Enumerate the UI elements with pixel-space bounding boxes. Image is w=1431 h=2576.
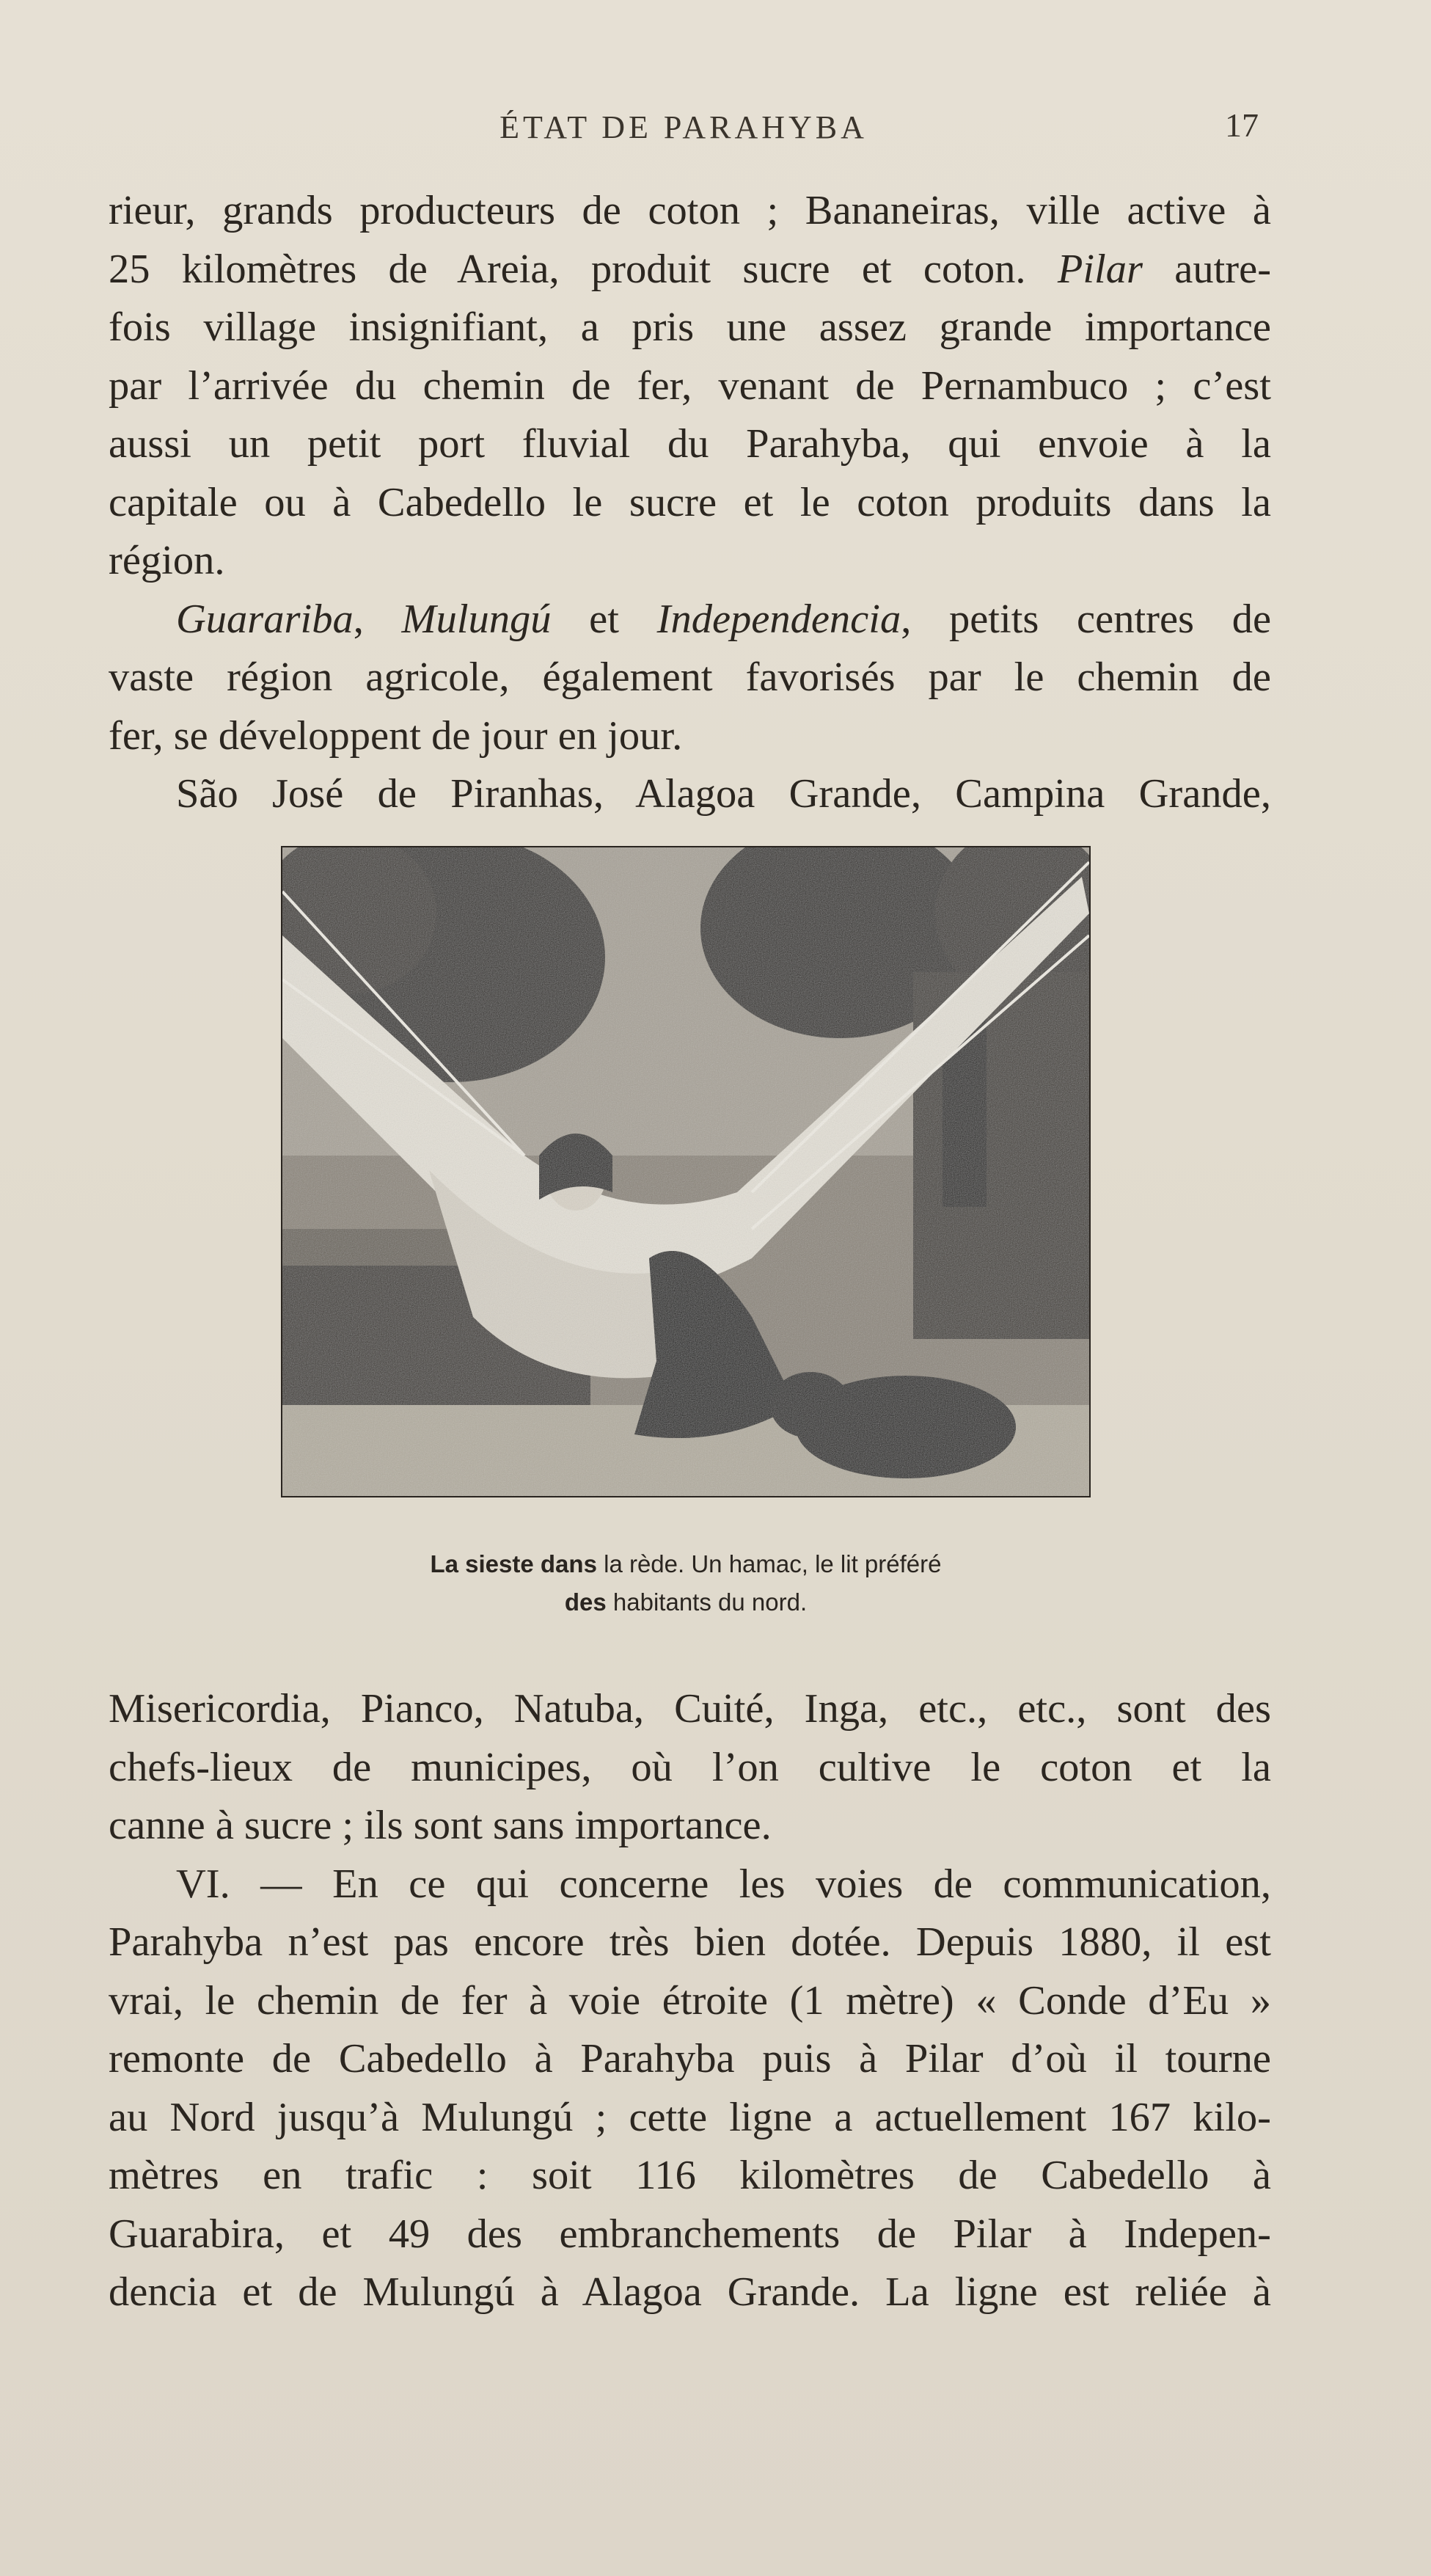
place-name: Mulungú <box>401 596 552 642</box>
caption-bold: La sieste dans <box>430 1550 597 1577</box>
place-name: Independencia <box>656 596 901 642</box>
text-line: Guarabira, et 49 des embranchements de Pilar à Indepen- <box>109 2211 1271 2257</box>
place-name: Pilar <box>1057 246 1143 292</box>
text-line: rieur, grands producteurs de coton ; Bananeiras, ville active à <box>109 188 1271 233</box>
text-line: Misericordia, Pianco, Natuba, Cuité, Inga, etc., etc., sont des <box>109 1686 1271 1732</box>
text-line: fer, se développent de jour en jour. <box>109 712 683 759</box>
text-line: fois village insignifiant, a pris une assez grande importance <box>109 304 1271 350</box>
text-line: VI. — En ce qui concerne les voies de communication, <box>176 1861 1271 1907</box>
text-segment: autre- <box>1143 246 1271 292</box>
place-name: Guarariba <box>176 596 354 642</box>
text-line <box>109 241 1271 299</box>
text-line: au Nord jusqu’à Mulungú ; cette ligne a actuellement 167 kilo- <box>109 2094 1271 2140</box>
text-segment: et <box>551 596 657 642</box>
text-segment: de <box>1231 596 1271 642</box>
running-head <box>109 103 1259 154</box>
text-line: canne à sucre ; ils sont sans importance. <box>109 1803 772 1848</box>
caption-bold: des <box>564 1588 607 1616</box>
caption-text: la rède. Un hamac, le lit préféré <box>596 1550 942 1577</box>
page-number: 17 <box>1225 106 1259 144</box>
paragraph-top <box>109 182 1271 824</box>
text-line: São José de Piranhas, Alagoa Grande, Campina Grande, <box>176 771 1271 817</box>
text-line: dencia et de Mulungú à Alagoa Grande. La ligne est reliée à <box>109 2269 1271 2315</box>
text-line: vrai, le chemin de fer à voie étroite (1 mètre) « Conde d’Eu » <box>109 1977 1271 2024</box>
text-line: Guarariba, Mulungú et Independencia, petits centres de <box>176 596 1271 642</box>
figure-caption <box>281 1545 1091 1621</box>
text-line: remonte de Cabedello à Parahyba puis à Pilar d’où il tourne <box>109 2036 1271 2081</box>
text-line: aussi un petit port fluvial du Parahyba, qui envoie à la <box>109 421 1271 467</box>
text-segment: , petits centres <box>901 596 1232 642</box>
text-line: Parahyba n’est pas encore très bien dotée. Depuis 1880, il est <box>109 1919 1271 1965</box>
text-line: mètres en trafic : soit 116 kilomètres de Cabedello à <box>109 2153 1271 2198</box>
photo-illustration <box>282 847 1089 1496</box>
text-line: capitale ou à Cabedello le sucre et le coton produits dans la <box>109 479 1271 525</box>
running-title: ÉTAT DE PARAHYBA <box>499 109 868 145</box>
text-line: chefs-lieux de municipes, où l’on cultive le coton et la <box>109 1744 1271 1790</box>
text-segment: 25 kilomètres de Areia, produit sucre et coton. <box>109 246 1026 292</box>
photo-hammock-siesta <box>281 846 1091 1497</box>
paragraph-bottom <box>109 1680 1271 2322</box>
caption-text: habitants du nord. <box>606 1588 808 1616</box>
caption-line <box>281 1583 1091 1621</box>
text-line: par l’arrivée du chemin de fer, venant de Pernambuco ; c’est <box>109 362 1271 409</box>
caption-line <box>281 1545 1091 1583</box>
text-line: région. <box>109 538 225 583</box>
text-line: vaste région agricole, également favorisés par le chemin de <box>109 654 1271 700</box>
